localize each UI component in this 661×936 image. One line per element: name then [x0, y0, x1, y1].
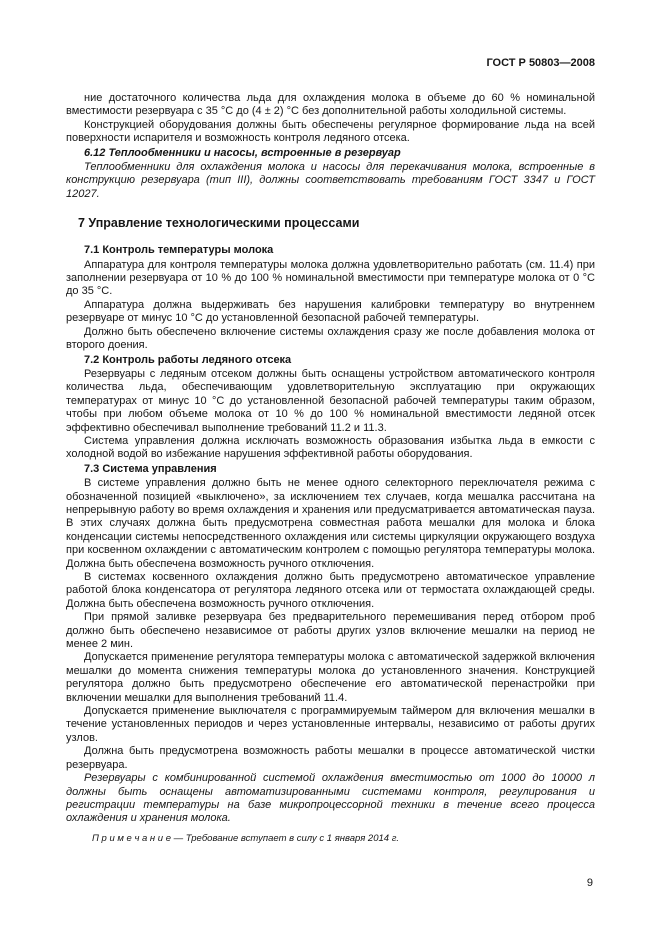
paragraph: Допускается применение регулятора температуры молока с автоматической задержкой включения мешалки до момента снижения температуры молока до установленного значения. Конструкцией регулятора должно быть предусмотрено обеспечение его автоматической перенастройки при включении мешалки для выполнения требований 11.4.: [66, 651, 595, 704]
paragraph: Допускается применение выключателя с программируемым таймером для включения мешалки в течение установленных периодов и через установленные интервалы, независимо от работы других узлов.: [66, 705, 595, 744]
paragraph: Система управления должна исключать возможность образования избытка льда в емкости с холодной водой во избежание нарушения эффективной работы оборудования.: [66, 434, 595, 461]
subheading-7-1: 7.1 Контроль температуры молока: [84, 244, 274, 257]
document-header-title: ГОСТ Р 50803—2008: [486, 57, 595, 69]
paragraph: В системе управления должно быть не менее одного селекторного переключателя режима с обозначенной позицией «выключено», за исключением тех случаев, когда мешалка рассчитана на непрерывную работу во время охлаждения и хранения или предусматривается автоматическая пауза. В этих случаях должна быть предусмотрена совместная работа мешалки для молока и блока конденсации системы непосредственного охлаждения или системы циркуляции окружающего воздуха при косвенном охлаждении с автоматическим контролем с помощью регулятора температуры молока. Должна быть обеспечена возможность ручного отключения.: [66, 477, 595, 570]
paragraph: Должно быть обеспечено включение системы охлаждения сразу же после добавления молока от второго доения.: [66, 325, 595, 352]
note: П р и м е ч а н и е — Требование вступает в силу с 1 января 2014 г.: [92, 832, 400, 844]
subheading-7-3: 7.3 Система управления: [84, 462, 217, 475]
page-number: 9: [586, 877, 593, 889]
document-body: [66, 92, 595, 845]
subheading-7-2: 7.2 Контроль работы ледяного отсека: [84, 353, 292, 366]
heading-6-12: 6.12 Теплообменники и насосы, встроенные в резервуар: [84, 146, 401, 159]
paragraph: Аппаратура должна выдерживать без нарушения калибровки температуру во внутреннем резервуаре от минус 10 °С до установленной безопасной рабочей температуры.: [66, 298, 595, 325]
paragraph-continuation: ние достаточного количества льда для охлаждения молока в объеме до 60 % номинальной вместимости резервуара с 35 °С до (4 ± 2) °С без дополнительной работы холодильной системы.: [66, 92, 595, 118]
paragraph-italic: Теплообменники для охлаждения молока и насосы для перекачивания молока, встроенные в конструкцию резервуара (тип III), должны соответствовать требованиям ГОСТ 3347 и ГОСТ 12027.: [66, 161, 595, 200]
paragraph: Аппаратура для контроля температуры молока должна удовлетворительно работать (см. 11.4) при заполнении резервуара от 10 % до 100 % номинальной вместимости при температуре молока от 0 °С до 35 °С.: [66, 258, 595, 298]
paragraph-italic: Резервуары с комбинированной системой охлаждения вместимостью от 1000 до 10000 л должны быть оснащены автоматизированными системами контроля, регулирования и регистрации температуры на базе микропроцессорной техники в течение всего процесса охлаждения и хранения молока.: [66, 772, 595, 825]
paragraph: Должна быть предусмотрена возможность работы мешалки в процессе автоматической чистки резервуара.: [66, 745, 595, 771]
section-heading-7: 7 Управление технологическими процессами: [78, 216, 360, 231]
paragraph: В системах косвенного охлаждения должно быть предусмотрено автоматическое управление работой блока конденсатора от регулятора ледяного отсека или от термостата охлаждающей среды. Должна быть обеспечена возможность ручного отключения.: [66, 571, 595, 610]
paragraph: При прямой заливке резервуара без предварительного перемешивания перед отбором проб должно быть обеспечено независимое от работы других узлов включение мешалки на период не менее 2 мин.: [66, 611, 595, 651]
paragraph: Резервуары с ледяным отсеком должны быть оснащены устройством автоматического контроля количества льда, обеспечивающим удовлетворительную эксплуатацию при окружающих температурах от минус 10 °С до установленной безопасной рабочей температуры таким образом, чтобы при любом объеме молока от 10 % до 100 % номинальной вместимости ледяной отсек эффективно обеспечивал выполнение требований 11.2 и 11.3.: [66, 367, 595, 434]
paragraph: Конструкцией оборудования должны быть обеспечены регулярное формирование льда на всей поверхности испарителя и возможность контроля ледяного отсека.: [66, 118, 595, 145]
